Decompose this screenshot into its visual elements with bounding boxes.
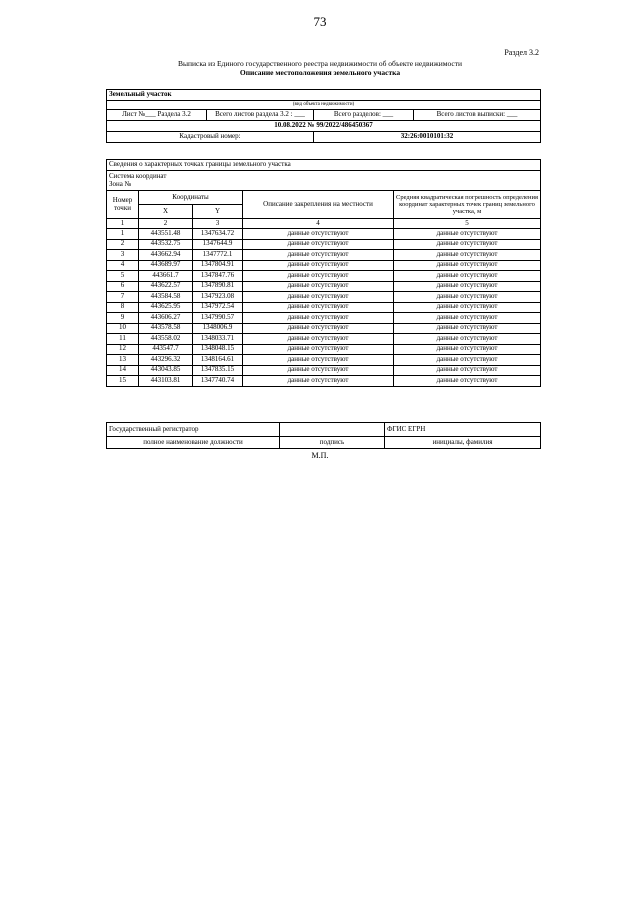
sheet-number bbox=[107, 110, 207, 121]
points-table-title: Сведения о характерных точках границы земельного участка bbox=[107, 160, 541, 171]
accuracy: данные отсутствуют bbox=[394, 281, 541, 292]
coord-y: 1347890.81 bbox=[193, 281, 243, 292]
description: данные отсутствуют bbox=[243, 281, 394, 292]
description: данные отсутствуют bbox=[243, 260, 394, 271]
point-number: 12 bbox=[107, 344, 139, 355]
accuracy: данные отсутствуют bbox=[394, 334, 541, 345]
signature-caption: подпись bbox=[280, 437, 385, 449]
point-number: 13 bbox=[107, 355, 139, 366]
coord-x: 443625.95 bbox=[139, 302, 193, 313]
point-number: 1 bbox=[107, 229, 139, 240]
header-point-number: Номер точки bbox=[107, 191, 139, 219]
coord-y: 1347772.1 bbox=[193, 250, 243, 261]
accuracy: данные отсутствуют bbox=[394, 250, 541, 261]
description: данные отсутствуют bbox=[243, 271, 394, 282]
sheet-number-label: Лист №___ bbox=[122, 110, 156, 119]
total-sheets-section: Всего листов раздела 3.2 : ___ bbox=[207, 110, 314, 121]
coord-x: 443296.32 bbox=[139, 355, 193, 366]
header-description: Описание закрепления на местности bbox=[243, 191, 394, 219]
accuracy: данные отсутствуют bbox=[394, 323, 541, 334]
coord-x: 443584.58 bbox=[139, 292, 193, 303]
coord-x: 443662.94 bbox=[139, 250, 193, 261]
coord-x: 443661.7 bbox=[139, 271, 193, 282]
accuracy: данные отсутствуют bbox=[394, 376, 541, 387]
description: данные отсутствуют bbox=[243, 365, 394, 376]
header-y: Y bbox=[193, 205, 243, 219]
accuracy: данные отсутствуют bbox=[394, 260, 541, 271]
description: данные отсутствуют bbox=[243, 334, 394, 345]
name-caption: инициалы, фамилия bbox=[385, 437, 541, 449]
coord-y: 1347923.08 bbox=[193, 292, 243, 303]
coord-x: 443043.85 bbox=[139, 365, 193, 376]
accuracy: данные отсутствуют bbox=[394, 302, 541, 313]
coord-y: 1348048.15 bbox=[193, 344, 243, 355]
point-number: 2 bbox=[107, 239, 139, 250]
accuracy: данные отсутствуют bbox=[394, 355, 541, 366]
column-number-4: 4 bbox=[243, 219, 394, 229]
document-title: Выписка из Единого государственного реестра недвижимости об объекте недвижимости bbox=[177, 59, 463, 68]
coord-x: 443689.97 bbox=[139, 260, 193, 271]
point-number: 9 bbox=[107, 313, 139, 324]
column-number-1: 1 bbox=[107, 219, 139, 229]
accuracy: данные отсутствуют bbox=[394, 229, 541, 240]
point-number: 7 bbox=[107, 292, 139, 303]
document-subtitle: Описание местоположения земельного участка bbox=[239, 68, 401, 77]
header-coordinates: Координаты bbox=[139, 191, 243, 205]
section-label: Раздел 3.2 bbox=[504, 48, 539, 57]
coordinate-system bbox=[107, 171, 541, 191]
coord-y: 1347644.9 bbox=[193, 239, 243, 250]
column-number-5: 5 bbox=[394, 219, 541, 229]
description: данные отсутствуют bbox=[243, 250, 394, 261]
column-number-3: 3 bbox=[193, 219, 243, 229]
accuracy: данные отсутствуют bbox=[394, 292, 541, 303]
table-row bbox=[107, 281, 541, 292]
description: данные отсутствуют bbox=[243, 313, 394, 324]
coordinate-system-label: Система координат bbox=[109, 171, 167, 180]
object-type: Земельный участок bbox=[107, 90, 541, 101]
accuracy: данные отсутствуют bbox=[394, 365, 541, 376]
table-row bbox=[107, 376, 541, 387]
coord-y: 1347835.15 bbox=[193, 365, 243, 376]
table-row bbox=[107, 355, 541, 366]
cadastral-number-label: Кадастровый номер: bbox=[107, 132, 314, 143]
section-number-label: Раздела 3.2 bbox=[157, 110, 191, 119]
coord-y: 1347847.76 bbox=[193, 271, 243, 282]
coord-x: 443551.48 bbox=[139, 229, 193, 240]
description: данные отсутствуют bbox=[243, 229, 394, 240]
date-and-number: 10.08.2022 № 99/2022/486450367 bbox=[107, 121, 541, 132]
point-number: 8 bbox=[107, 302, 139, 313]
stamp-placeholder: М.П. bbox=[311, 451, 329, 460]
table-row bbox=[107, 344, 541, 355]
point-number: 10 bbox=[107, 323, 139, 334]
points-table-body bbox=[107, 229, 541, 387]
coord-y: 1348164.61 bbox=[193, 355, 243, 366]
header-x: X bbox=[139, 205, 193, 219]
accuracy: данные отсутствуют bbox=[394, 313, 541, 324]
coord-x: 443103.81 bbox=[139, 376, 193, 387]
boundary-points-table bbox=[106, 159, 541, 387]
description: данные отсутствуют bbox=[243, 355, 394, 366]
position-caption: полное наименование должности bbox=[107, 437, 280, 449]
signature-field bbox=[280, 423, 385, 437]
description: данные отсутствуют bbox=[243, 323, 394, 334]
description: данные отсутствуют bbox=[243, 292, 394, 303]
table-row bbox=[107, 271, 541, 282]
table-row bbox=[107, 302, 541, 313]
table-row bbox=[107, 334, 541, 345]
zone-label: Зона № bbox=[109, 179, 132, 188]
coord-x: 443558.02 bbox=[139, 334, 193, 345]
signature-table bbox=[106, 422, 541, 449]
coord-y: 1348033.71 bbox=[193, 334, 243, 345]
description: данные отсутствуют bbox=[243, 376, 394, 387]
table-row bbox=[107, 313, 541, 324]
coord-y: 1347804.91 bbox=[193, 260, 243, 271]
description: данные отсутствуют bbox=[243, 344, 394, 355]
coord-y: 1347990.57 bbox=[193, 313, 243, 324]
coord-y: 1347634.72 bbox=[193, 229, 243, 240]
table-row bbox=[107, 323, 541, 334]
coord-x: 443578.58 bbox=[139, 323, 193, 334]
point-number: 6 bbox=[107, 281, 139, 292]
table-row bbox=[107, 239, 541, 250]
registrar-name: ФГИС ЕГРН bbox=[385, 423, 541, 437]
header-accuracy: Средняя квадратическая погрешность определения координат характерных точек границ земельного участка, м bbox=[394, 191, 541, 219]
table-row bbox=[107, 229, 541, 240]
column-number-2: 2 bbox=[139, 219, 193, 229]
description: данные отсутствуют bbox=[243, 302, 394, 313]
point-number: 3 bbox=[107, 250, 139, 261]
coord-x: 443532.75 bbox=[139, 239, 193, 250]
coord-x: 443622.57 bbox=[139, 281, 193, 292]
cadastral-number-value: 32:26:0010101:32 bbox=[314, 132, 541, 143]
coord-y: 1348006.9 bbox=[193, 323, 243, 334]
point-number: 5 bbox=[107, 271, 139, 282]
table-row bbox=[107, 250, 541, 261]
coord-y: 1347740.74 bbox=[193, 376, 243, 387]
coord-y: 1347972.54 bbox=[193, 302, 243, 313]
point-number: 11 bbox=[107, 334, 139, 345]
description: данные отсутствуют bbox=[243, 239, 394, 250]
coord-x: 443606.27 bbox=[139, 313, 193, 324]
registrar-position: Государственный регистратор bbox=[107, 423, 280, 437]
point-number: 14 bbox=[107, 365, 139, 376]
table-row bbox=[107, 365, 541, 376]
accuracy: данные отсутствуют bbox=[394, 344, 541, 355]
coord-x: 443547.7 bbox=[139, 344, 193, 355]
point-number: 15 bbox=[107, 376, 139, 387]
total-sections: Всего разделов: ___ bbox=[314, 110, 414, 121]
accuracy: данные отсутствуют bbox=[394, 271, 541, 282]
page-number: 73 bbox=[313, 14, 327, 29]
accuracy: данные отсутствуют bbox=[394, 239, 541, 250]
total-sheets-extract: Всего листов выписки: ___ bbox=[414, 110, 541, 121]
object-type-caption: (вид объекта недвижимости) bbox=[107, 101, 541, 110]
table-row bbox=[107, 260, 541, 271]
point-number: 4 bbox=[107, 260, 139, 271]
table-row bbox=[107, 292, 541, 303]
header-table bbox=[106, 89, 541, 143]
